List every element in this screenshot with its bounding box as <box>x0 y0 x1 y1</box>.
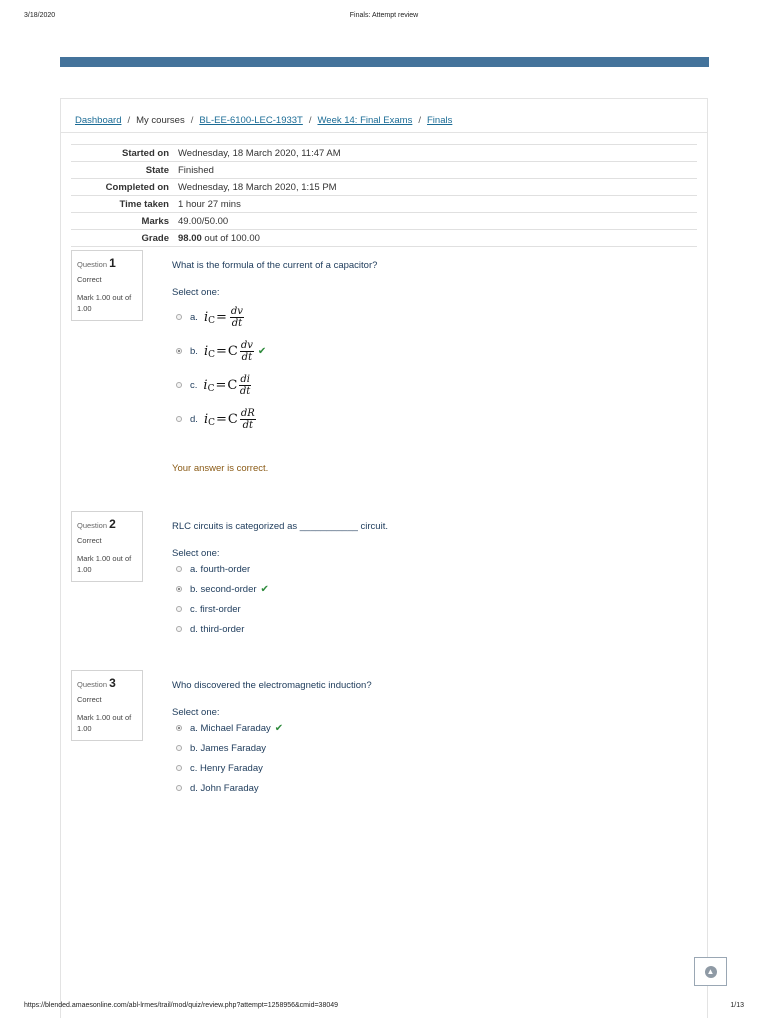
summary-label: Marks <box>141 215 169 227</box>
select-one-label: Select one: <box>172 548 220 559</box>
question-text: Who discovered the electromagnetic induction? <box>172 680 372 691</box>
breadcrumb-finals-link[interactable]: Finals <box>427 115 453 126</box>
breadcrumb-separator: / <box>418 115 421 126</box>
answer-option-c[interactable] <box>172 599 672 619</box>
print-title: Finals: Attempt review <box>349 12 419 19</box>
summary-row-time-taken <box>71 196 697 213</box>
summary-row-state <box>71 162 697 179</box>
question-mark: Mark 1.00 out of 1.00 <box>77 554 132 574</box>
radio-button[interactable] <box>176 626 182 632</box>
answer-option-b[interactable] <box>172 334 672 368</box>
radio-button[interactable] <box>176 314 182 320</box>
option-label: b. second-order <box>190 583 257 595</box>
answer-option-d[interactable] <box>172 402 672 436</box>
question-mark: Mark 1.00 out of 1.00 <box>77 293 132 313</box>
question-text: What is the formula of the current of a capacitor? <box>172 260 378 271</box>
question-mark: Mark 1.00 out of 1.00 <box>77 713 132 733</box>
select-one-label: Select one: <box>172 707 220 718</box>
question-body-2 <box>172 521 672 639</box>
summary-label: Grade <box>141 232 169 244</box>
question-word: Question <box>77 521 108 530</box>
radio-button[interactable] <box>176 745 182 751</box>
question-number: 1 <box>109 256 116 270</box>
radio-button[interactable] <box>176 765 182 771</box>
summary-label: Time taken <box>119 198 169 210</box>
answer-option-a[interactable] <box>172 718 672 738</box>
breadcrumb-dashboard-link[interactable]: Dashboard <box>75 115 122 126</box>
top-navbar <box>60 57 709 67</box>
radio-button[interactable] <box>176 382 182 388</box>
breadcrumb-divider <box>61 132 707 133</box>
summary-value: Wednesday, 18 March 2020, 11:47 AM <box>178 147 341 159</box>
formula: i C = C $\frac{dv}{dt}$ <box>203 339 253 363</box>
summary-label: Started on <box>122 147 169 159</box>
check-icon: ✔ <box>274 722 284 734</box>
option-letter: a. <box>190 311 198 323</box>
answer-options <box>172 718 672 798</box>
print-page-number: 1/13 <box>730 1002 744 1009</box>
answer-option-c[interactable] <box>172 758 672 778</box>
check-icon: ✔ <box>260 583 269 595</box>
option-label: d. John Faraday <box>190 782 259 794</box>
summary-row-grade <box>71 230 697 247</box>
option-letter: c. <box>190 379 198 391</box>
radio-button-selected[interactable] <box>176 348 182 354</box>
answer-option-a[interactable] <box>172 559 672 579</box>
grade-value: 98.00 <box>178 232 202 244</box>
answer-option-d[interactable] <box>172 778 672 798</box>
chevron-up-icon: ▲ <box>705 966 717 978</box>
breadcrumb-my-courses: My courses <box>136 115 185 126</box>
answer-option-c[interactable] <box>172 368 672 402</box>
formula: i C = $\frac{dv}{dt}$ <box>203 305 243 329</box>
radio-button[interactable] <box>176 785 182 791</box>
back-to-top-button[interactable] <box>694 957 727 986</box>
breadcrumb-course-link[interactable]: BL-EE-6100-LEC-1933T <box>199 115 303 126</box>
answer-option-b[interactable] <box>172 579 672 599</box>
summary-row-completed <box>71 179 697 196</box>
radio-button-selected[interactable] <box>176 725 182 731</box>
summary-value: 49.00/50.00 <box>178 215 229 227</box>
breadcrumb <box>75 115 452 126</box>
question-state: Correct <box>77 275 102 284</box>
option-letter: d. <box>190 413 198 425</box>
summary-value: Finished <box>178 164 214 176</box>
summary-label: State <box>145 164 169 176</box>
summary-label: Completed on <box>105 181 169 193</box>
summary-value <box>173 230 697 247</box>
option-label: c. first-order <box>190 603 241 615</box>
question-number: 2 <box>109 517 116 531</box>
summary-row-marks <box>71 213 697 230</box>
answer-options <box>172 559 672 639</box>
question-number: 3 <box>109 676 116 690</box>
print-footer <box>24 1002 744 1009</box>
option-label: c. Henry Faraday <box>190 762 263 774</box>
answer-option-b[interactable] <box>172 738 672 758</box>
feedback-correct: Your answer is correct. <box>172 463 269 474</box>
radio-button[interactable] <box>176 416 182 422</box>
summary-value: 1 hour 27 mins <box>178 198 241 210</box>
summary-row-started <box>71 145 697 162</box>
question-info-2 <box>71 511 143 582</box>
attempt-summary-table <box>71 144 697 247</box>
option-label: b. James Faraday <box>190 742 267 754</box>
question-state: Correct <box>77 536 102 545</box>
option-label: d. third-order <box>190 623 245 635</box>
question-text: RLC circuits is categorized as ___________ circuit. <box>172 521 388 532</box>
option-label: a. Michael Faraday <box>190 722 271 734</box>
grade-out-of: out of 100.00 <box>204 232 260 244</box>
option-label: a. fourth-order <box>190 563 251 575</box>
answer-option-a[interactable] <box>172 300 672 334</box>
formula: i C = C $\frac{di}{dt}$ <box>203 373 251 397</box>
breadcrumb-separator: / <box>308 115 312 126</box>
summary-value: Wednesday, 18 March 2020, 1:15 PM <box>178 181 337 193</box>
radio-button[interactable] <box>176 566 182 572</box>
radio-button-selected[interactable] <box>176 586 182 592</box>
question-info-1 <box>71 250 143 321</box>
select-one-label: Select one: <box>172 287 220 298</box>
question-body-1 <box>172 260 672 474</box>
formula: i C = C $\frac{dR}{dt}$ <box>203 407 255 431</box>
breadcrumb-separator: / <box>127 115 131 126</box>
question-body-3 <box>172 680 672 798</box>
breadcrumb-week-link[interactable]: Week 14: Final Exams <box>317 115 413 126</box>
question-info-3 <box>71 670 143 741</box>
question-state: Correct <box>77 695 102 704</box>
print-header <box>24 12 744 19</box>
print-date: 3/18/2020 <box>24 12 56 19</box>
answer-options <box>172 300 672 436</box>
radio-button[interactable] <box>176 606 182 612</box>
breadcrumb-separator: / <box>190 115 194 126</box>
question-word: Question <box>77 680 108 689</box>
check-icon: ✔ <box>257 345 267 357</box>
print-url: https://blended.amaesonline.com/abl-lrmes/trail/mod/quiz/review.php?attempt=1258956&cmid=38049 <box>24 1002 339 1009</box>
option-letter: b. <box>190 345 198 357</box>
question-word: Question <box>77 260 108 269</box>
attempt-review-region <box>60 98 708 1018</box>
answer-option-d[interactable] <box>172 619 672 639</box>
